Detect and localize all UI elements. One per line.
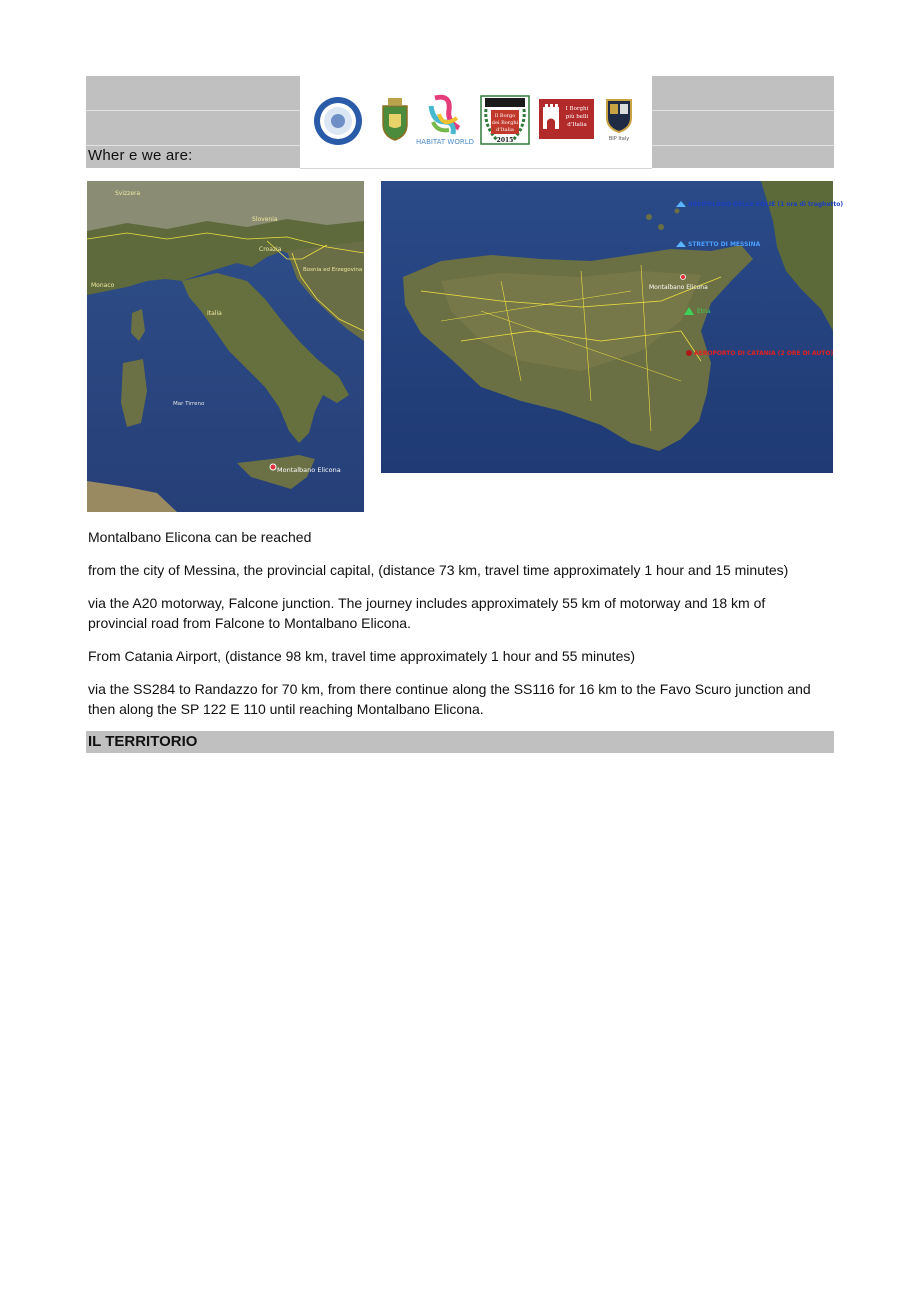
- map-label-switzerland: Svizzera: [115, 190, 141, 197]
- shield-crest-text: BIP Italy: [608, 136, 630, 142]
- university-seal-logo: [313, 93, 363, 149]
- borgo-logo-line-2: dei Borghi: [491, 120, 519, 126]
- section-header-bar: [86, 731, 834, 753]
- borgo-logo-line-1: Il Borgo: [494, 113, 516, 119]
- borgo-logo-line-3: d'Italia: [496, 127, 514, 133]
- shield-crest-logo: [604, 96, 634, 142]
- italy-satellite-map: [87, 181, 364, 512]
- borghi-logo-line-2: più belli: [565, 114, 589, 120]
- reach-intro-paragraph: Montalbano Elicona can be reached: [88, 529, 312, 545]
- map-pin-icon: [270, 464, 276, 470]
- page-title: Wher e we are:: [88, 147, 193, 164]
- map-label-aeolian-islands: ARCIPELAGO DELLE EOLIE (1 ora di traghetto): [688, 201, 844, 208]
- map-label-montalbano: Montalbano Elicona: [649, 284, 708, 291]
- map-label-etna: Etna: [697, 308, 711, 315]
- catania-route-paragraph: via the SS284 to Randazzo for 70 km, from there continue along the SS116 for 16 km to the Favo Scuro junction and then along the SP 122 E 110 until reaching Montalbano Elicona.: [88, 681, 811, 717]
- borghi-logo-line-1: I Borghi: [565, 106, 589, 112]
- map-label-italy: Italia: [207, 310, 222, 317]
- borghi-logo-line-3: d'Italia: [567, 122, 587, 128]
- messina-distance-paragraph: from the city of Messina, the provincial capital, (distance 73 km, travel time approximately 1 hour and 15 minutes): [88, 562, 789, 578]
- borghi-piu-belli-logo: [539, 99, 594, 139]
- habitat-world-logo-text: HABITAT WORLD: [416, 138, 474, 146]
- sicily-satellite-map: [381, 181, 844, 473]
- map-pin-icon: [681, 275, 686, 280]
- messina-route-paragraph: via the A20 motorway, Falcone junction. The journey includes approximately 55 km of motorway and 18 km of provincial road from Falcone to Montalbano Elicona.: [88, 595, 766, 631]
- airport-marker-icon: [686, 350, 692, 356]
- map-label-croatia: Croazia: [259, 246, 282, 253]
- map-label-tyrrhenian-sea: Mar Tirreno: [173, 401, 205, 407]
- map-label-slovenia: Slovenia: [252, 216, 278, 223]
- catania-distance-paragraph: From Catania Airport, (distance 98 km, travel time approximately 1 hour and 55 minutes): [88, 648, 636, 664]
- municipal-coat-of-arms-logo: [380, 96, 410, 142]
- header-right-band: [652, 76, 834, 168]
- map-label-catania-airport: AEROPORTO DI CATANIA (2 ORE DI AUTO): [694, 350, 834, 357]
- header-rule: [652, 145, 834, 146]
- header-rule: [86, 110, 300, 111]
- borgo-dei-borghi-logo: [480, 95, 530, 145]
- section-title: IL TERRITORIO: [88, 733, 198, 750]
- header-rule: [86, 145, 300, 146]
- map-label-monaco: Monaco: [91, 282, 115, 289]
- map-label-strait-of-messina: STRETTO DI MESSINA: [688, 241, 761, 248]
- map-label-montalbano: Montalbano Elicona: [277, 466, 341, 474]
- borgo-logo-year: 2015: [496, 137, 514, 144]
- habitat-world-logo: [416, 92, 474, 148]
- header-rule: [652, 110, 834, 111]
- map-label-bosnia: Bosnia ed Erzegovina: [303, 267, 363, 273]
